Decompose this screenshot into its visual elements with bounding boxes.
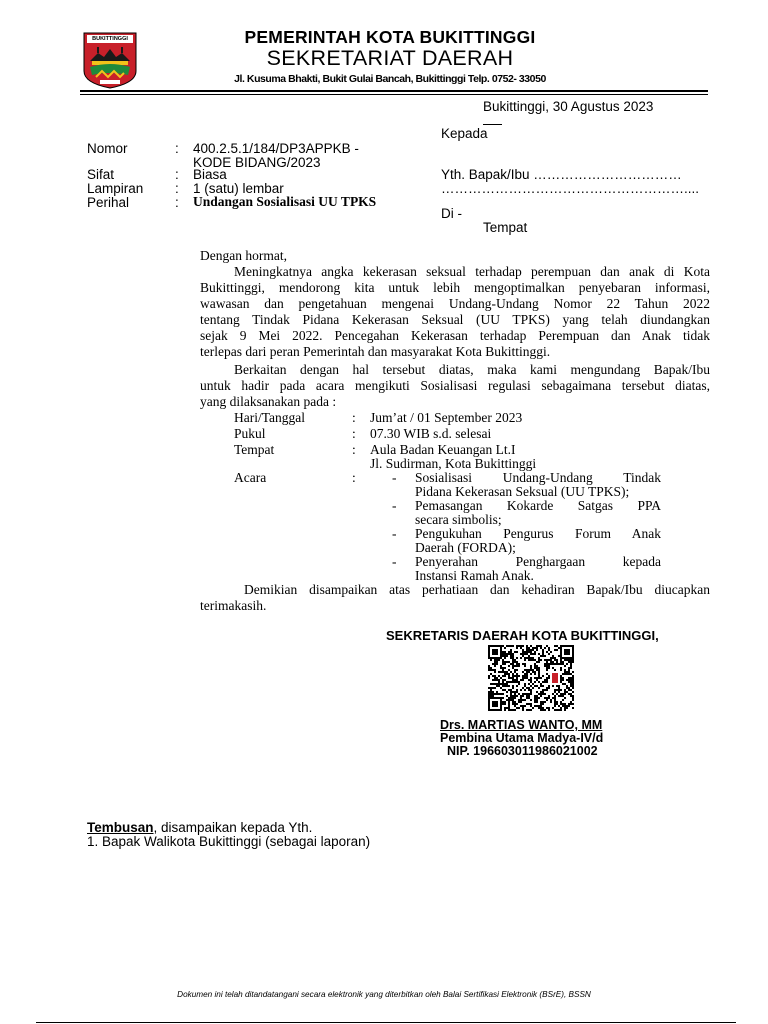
tempat-value-1: Aula Badan Keuangan Lt.I — [370, 442, 516, 457]
city-logo — [82, 31, 138, 89]
e-signature-note: Dokumen ini telah ditandatangani secara elektronik yang diterbitkan oleh Balai Sertifikasi Elektronik (BSrE), BSSN — [177, 990, 591, 999]
paragraph-2-line: untuk hadir pada acara mengikuti Sosialisasi regulasi sebagaimana tersebut diatas, — [200, 378, 710, 393]
acara-label: Acara — [234, 470, 267, 485]
paragraph-1-line: Meningkatnya angka kekerasan seksual terhadap perempuan dan anak di Kota — [234, 264, 710, 279]
perihal-value: Undangan Sosialisasi UU TPKS — [193, 194, 377, 209]
lampiran-value: 1 (satu) lembar — [193, 181, 284, 196]
sifat-label: Sifat — [87, 167, 115, 182]
acara-item: Pemasangan Kokarde Satgas PPA — [415, 498, 661, 513]
lampiran-label: Lampiran — [87, 181, 144, 196]
paragraph-1-line: wawasan dan pengetahuan mengenai Undang-Undang Nomor 22 Tahun 2022 — [200, 296, 710, 311]
qr-code-signature — [488, 645, 574, 711]
header-divider-thin — [80, 94, 708, 95]
place-date: Bukittinggi, 30 Agustus 2023 — [483, 99, 654, 114]
acara-dash: - — [392, 526, 397, 541]
di-label: Di - — [441, 206, 462, 221]
tembusan-suffix: , disampaikan kepada Yth. — [153, 820, 313, 835]
tembusan-label: Tembusan — [87, 820, 154, 835]
acara-colon: : — [352, 470, 356, 485]
acara-item: Pengukuhan Pengurus Forum Anak — [415, 526, 661, 541]
tembusan-item: 1. Bapak Walikota Bukittinggi (sebagai laporan) — [87, 834, 371, 849]
date-underline — [483, 124, 502, 125]
signer-rank: Pembina Utama Madya-IV/d — [440, 731, 604, 745]
acara-item-cont: Instansi Ramah Anak. — [415, 568, 534, 583]
sifat-colon: : — [175, 167, 179, 182]
lampiran-colon: : — [175, 181, 179, 196]
acara-item-cont: Pidana Kekerasan Seksual (UU TPKS); — [415, 484, 630, 499]
acara-dash: - — [392, 498, 397, 513]
paragraph-1-line: tentang Tindak Pidana Kekerasan Seksual (UU TPKS) yang telah diundangkan — [200, 312, 710, 327]
office-address: Jl. Kusuma Bhakti, Bukit Gulai Bancah, Bukittinggi Telp. 0752- 33050 — [234, 73, 546, 85]
pukul-colon: : — [352, 426, 356, 441]
sifat-value: Biasa — [193, 167, 227, 182]
closing-line: terimakasih. — [200, 598, 267, 613]
header-divider-thick — [80, 90, 708, 92]
acara-item: Penyerahan Penghargaan kepada — [415, 554, 661, 569]
paragraph-2-line: Berkaitan dengan hal tersebut diatas, maka kami mengundang Bapak/Ibu — [234, 362, 710, 377]
salutation: Dengan hormat, — [200, 248, 287, 263]
acara-item: Sosialisasi Undang-Undang Tindak — [415, 470, 661, 485]
acara-item-cont: Daerah (FORDA); — [415, 540, 516, 555]
acara-dash: - — [392, 554, 397, 569]
tempat-colon: : — [352, 442, 356, 457]
paragraph-1-line: Bukittinggi, mendorong kita untuk lebih mengoptimalkan penyebaran informasi, — [200, 280, 710, 295]
tempat-event-label: Tempat — [234, 442, 275, 457]
nomor-value-2: KODE BIDANG/2023 — [193, 155, 321, 170]
office-title: SEKRETARIAT DAERAH — [266, 46, 514, 70]
recipient-line: Yth. Bapak/Ibu …………………………… — [441, 167, 682, 182]
nomor-colon: : — [175, 141, 179, 156]
nomor-label: Nomor — [87, 141, 128, 156]
government-title: PEMERINTAH KOTA BUKITTINGGI — [244, 27, 536, 47]
hari-colon: : — [352, 410, 356, 425]
paragraph-2-line: yang dilaksanakan pada : — [200, 394, 337, 409]
acara-dash: - — [392, 470, 397, 485]
closing-line: Demikian disampaikan atas perhatiaan dan kehadiran Bapak/Ibu diucapkan — [244, 582, 710, 597]
perihal-label: Perihal — [87, 195, 130, 210]
acara-item-cont: secara simbolis; — [415, 512, 502, 527]
signer-nip: NIP. 196603011986021002 — [447, 744, 598, 758]
paragraph-1-line: sejak 9 Mei 2022. Pencegahan Kekerasan terhadap Perempuan dan Anak tidak — [200, 328, 710, 343]
pukul-label: Pukul — [234, 426, 266, 441]
perihal-colon: : — [175, 195, 179, 210]
signature-title: SEKRETARIS DAERAH KOTA BUKITTINGGI, — [386, 628, 659, 643]
hari-label: Hari/Tanggal — [234, 410, 306, 425]
pukul-value: 07.30 WIB s.d. selesai — [370, 426, 492, 441]
recipient-dots: ……………………………………………….... — [441, 181, 700, 196]
logo-text: BUKITTINGGI — [92, 36, 128, 42]
nomor-value-1: 400.2.5.1/184/DP3APPKB - — [193, 141, 359, 156]
tempat-label: Tempat — [483, 220, 528, 235]
bottom-divider — [36, 1022, 736, 1023]
kepada-label: Kepada — [441, 126, 488, 141]
tempat-value-2: Jl. Sudirman, Kota Bukittinggi — [370, 456, 537, 471]
hari-value: Jum’at / 01 September 2023 — [370, 410, 523, 425]
paragraph-1-line: terlepas dari peran Pemerintah dan masyarakat Kota Bukittinggi. — [200, 344, 551, 359]
tembusan — [87, 820, 312, 835]
signer-name: Drs. MARTIAS WANTO, MM — [440, 718, 603, 732]
